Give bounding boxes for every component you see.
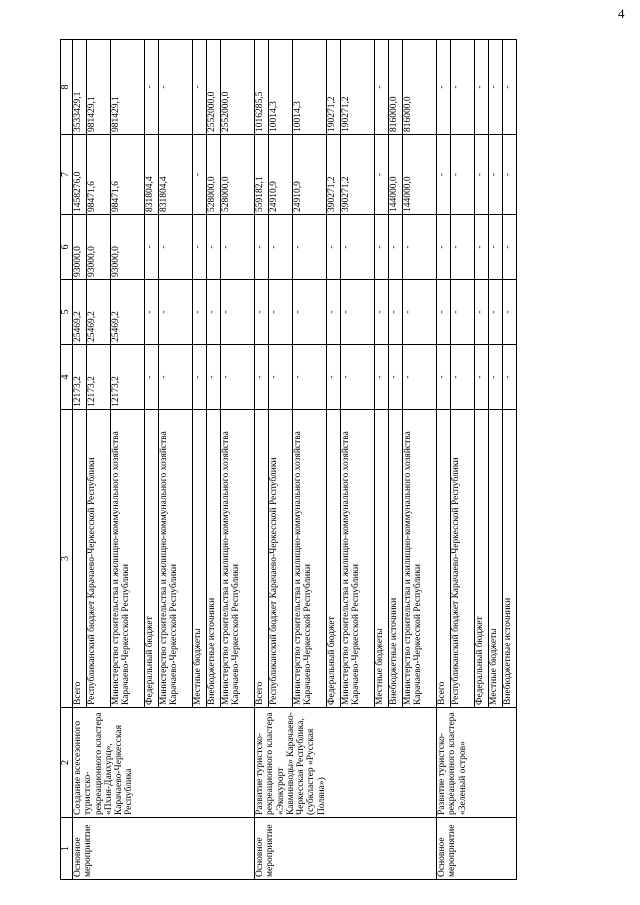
amount-cell: 144000,0 bbox=[403, 135, 437, 215]
amount-cell: 144000,0 bbox=[389, 135, 403, 215]
amount-cell: - bbox=[437, 345, 451, 410]
col-header: 8 bbox=[61, 40, 73, 135]
funding-source: Всего bbox=[255, 410, 269, 708]
amount-cell: - bbox=[269, 215, 293, 280]
amount-cell: 190271,2 bbox=[341, 40, 375, 135]
funding-source: Министерство строительства и жилищно-коммунального хозяйства Карачаево-Черкесской Республики bbox=[403, 410, 437, 708]
amount-cell: - bbox=[503, 280, 517, 345]
funding-source: Федеральный бюджет bbox=[475, 410, 489, 708]
amount-cell: 981429,1 bbox=[111, 40, 145, 135]
amount-cell: 390271,2 bbox=[341, 135, 375, 215]
funding-source: Республиканский бюджет Карачаево-Черкесской Республики bbox=[87, 410, 111, 708]
amount-cell: - bbox=[255, 280, 269, 345]
amount-cell: 2552000,0 bbox=[207, 40, 221, 135]
funding-source: Местные бюджеты bbox=[193, 410, 207, 708]
amount-cell: - bbox=[475, 215, 489, 280]
amount-cell: - bbox=[389, 280, 403, 345]
amount-cell: 831804,4 bbox=[145, 135, 159, 215]
amount-cell: - bbox=[341, 280, 375, 345]
amount-cell: - bbox=[437, 280, 451, 345]
table-row bbox=[255, 40, 269, 880]
amount-cell: 528000,0 bbox=[221, 135, 255, 215]
amount-cell: - bbox=[489, 280, 503, 345]
funding-source: Министерство строительства и жилищно-коммунального хозяйства Карачаево-Черкесской Республики bbox=[293, 410, 327, 708]
amount-cell: 559182,1 bbox=[255, 135, 269, 215]
amount-cell: 12173,2 bbox=[111, 345, 145, 410]
funding-source: Республиканский бюджет Карачаево-Черкесской Республики bbox=[451, 410, 475, 708]
funding-source: Федеральный бюджет bbox=[145, 410, 159, 708]
amount-cell: 831804,4 bbox=[159, 135, 193, 215]
col-header: 2 bbox=[61, 708, 73, 818]
amount-cell: 528000,0 bbox=[207, 135, 221, 215]
amount-cell: 24910,9 bbox=[269, 135, 293, 215]
amount-cell: 12173,2 bbox=[73, 345, 87, 410]
amount-cell: 816000,0 bbox=[403, 40, 437, 135]
amount-cell: - bbox=[503, 135, 517, 215]
amount-cell: - bbox=[145, 280, 159, 345]
amount-cell: 10014,3 bbox=[269, 40, 293, 135]
amount-cell: - bbox=[159, 280, 193, 345]
funding-source: Министерство строительства и жилищно-коммунального хозяйства Карачаево-Черкесской Республики bbox=[341, 410, 375, 708]
amount-cell: - bbox=[475, 135, 489, 215]
col-header: 4 bbox=[61, 345, 73, 410]
table-row bbox=[437, 40, 451, 880]
event-type: Основное мероприятие bbox=[255, 818, 437, 880]
amount-cell: - bbox=[221, 215, 255, 280]
amount-cell: - bbox=[403, 280, 437, 345]
amount-cell: - bbox=[327, 215, 341, 280]
col-header: 7 bbox=[61, 135, 73, 215]
amount-cell: 98471,6 bbox=[111, 135, 145, 215]
amount-cell: - bbox=[341, 345, 375, 410]
amount-cell: - bbox=[475, 345, 489, 410]
amount-cell: - bbox=[145, 345, 159, 410]
amount-cell: 3533429,1 bbox=[73, 40, 87, 135]
table-body bbox=[73, 40, 517, 880]
rotated-table-wrapper bbox=[60, 40, 640, 880]
amount-cell: 25469,2 bbox=[87, 280, 111, 345]
amount-cell: - bbox=[489, 345, 503, 410]
amount-cell: - bbox=[255, 215, 269, 280]
page-number: 4 bbox=[618, 6, 625, 21]
amount-cell: - bbox=[327, 280, 341, 345]
amount-cell: 1458276,0 bbox=[73, 135, 87, 215]
amount-cell: 93000,0 bbox=[73, 215, 87, 280]
amount-cell: - bbox=[437, 40, 451, 135]
funding-source: Местные бюджеты bbox=[375, 410, 389, 708]
funding-source: Местные бюджеты bbox=[489, 410, 503, 708]
amount-cell: - bbox=[375, 215, 389, 280]
amount-cell: 25469,2 bbox=[111, 280, 145, 345]
amount-cell: 25469,2 bbox=[73, 280, 87, 345]
amount-cell: 390271,2 bbox=[327, 135, 341, 215]
col-header: 6 bbox=[61, 215, 73, 280]
amount-cell: - bbox=[207, 345, 221, 410]
amount-cell: - bbox=[293, 280, 327, 345]
amount-cell: 93000,0 bbox=[87, 215, 111, 280]
budget-table bbox=[60, 39, 517, 880]
amount-cell: - bbox=[489, 215, 503, 280]
table-row bbox=[73, 40, 87, 880]
amount-cell: - bbox=[269, 345, 293, 410]
amount-cell: - bbox=[159, 345, 193, 410]
amount-cell: - bbox=[341, 215, 375, 280]
funding-source: Министерство строительства и жилищно-коммунального хозяйства Карачаево-Черкесской Республики bbox=[221, 410, 255, 708]
amount-cell: - bbox=[159, 215, 193, 280]
amount-cell: - bbox=[437, 135, 451, 215]
amount-cell: - bbox=[327, 345, 341, 410]
amount-cell: - bbox=[375, 280, 389, 345]
funding-source: Республиканский бюджет Карачаево-Черкесской Республики bbox=[269, 410, 293, 708]
amount-cell: - bbox=[437, 215, 451, 280]
amount-cell: - bbox=[475, 40, 489, 135]
amount-cell: - bbox=[145, 215, 159, 280]
amount-cell: - bbox=[193, 215, 207, 280]
amount-cell: - bbox=[207, 215, 221, 280]
event-type: Основное мероприятие bbox=[73, 818, 255, 880]
amount-cell: - bbox=[451, 215, 475, 280]
amount-cell: - bbox=[193, 135, 207, 215]
amount-cell: 12173,2 bbox=[87, 345, 111, 410]
amount-cell: - bbox=[145, 40, 159, 135]
amount-cell: - bbox=[403, 215, 437, 280]
amount-cell: - bbox=[293, 345, 327, 410]
amount-cell: - bbox=[403, 345, 437, 410]
amount-cell: - bbox=[489, 135, 503, 215]
amount-cell: 2552000,0 bbox=[221, 40, 255, 135]
amount-cell: - bbox=[159, 40, 193, 135]
amount-cell: - bbox=[503, 345, 517, 410]
amount-cell: 93000,0 bbox=[111, 215, 145, 280]
amount-cell: - bbox=[375, 135, 389, 215]
amount-cell: - bbox=[489, 40, 503, 135]
amount-cell: - bbox=[375, 345, 389, 410]
funding-source: Федеральный бюджет bbox=[327, 410, 341, 708]
event-type: Основное мероприятие bbox=[437, 818, 517, 880]
funding-source: Всего bbox=[437, 410, 451, 708]
amount-cell: - bbox=[293, 215, 327, 280]
amount-cell: - bbox=[193, 40, 207, 135]
amount-cell: - bbox=[451, 40, 475, 135]
event-name: Создание всесезонного туристско-рекреационного кластера «Пхия-Дамхурц», Карачаево-Черкесская Республика bbox=[73, 708, 255, 818]
funding-source: Министерство строительства и жилищно-коммунального хозяйства Карачаево-Черкесской Республики bbox=[111, 410, 145, 708]
amount-cell: - bbox=[269, 280, 293, 345]
amount-cell: 816000,0 bbox=[389, 40, 403, 135]
amount-cell: - bbox=[451, 135, 475, 215]
col-header: 1 bbox=[61, 818, 73, 880]
funding-source: Внебюджетные источники bbox=[207, 410, 221, 708]
amount-cell: - bbox=[503, 215, 517, 280]
amount-cell: - bbox=[255, 345, 269, 410]
col-header: 3 bbox=[61, 410, 73, 708]
funding-source: Внебюджетные источники bbox=[503, 410, 517, 708]
amount-cell: - bbox=[503, 40, 517, 135]
amount-cell: - bbox=[451, 280, 475, 345]
amount-cell: 24910,9 bbox=[293, 135, 327, 215]
amount-cell: - bbox=[221, 280, 255, 345]
event-name: Развитие туристско-рекреационного кластера «Экокурорт Кавминводы» Карачаево-Черкесская Республика, (субкластер «Русская Поляна») bbox=[255, 708, 437, 818]
event-name: Развитие туристско-рекреационного кластера «Зеленый остров» bbox=[437, 708, 517, 818]
amount-cell: - bbox=[193, 345, 207, 410]
amount-cell: - bbox=[207, 280, 221, 345]
funding-source: Внебюджетные источники bbox=[389, 410, 403, 708]
amount-cell: - bbox=[389, 345, 403, 410]
amount-cell: 1016285,5 bbox=[255, 40, 269, 135]
amount-cell: 981429,1 bbox=[87, 40, 111, 135]
amount-cell: 190271,2 bbox=[327, 40, 341, 135]
funding-source: Министерство строительства и жилищно-коммунального хозяйства Карачаево-Черкесской Республики bbox=[159, 410, 193, 708]
amount-cell: - bbox=[221, 345, 255, 410]
amount-cell: 98471,6 bbox=[87, 135, 111, 215]
amount-cell: - bbox=[451, 345, 475, 410]
amount-cell: - bbox=[193, 280, 207, 345]
amount-cell: - bbox=[475, 280, 489, 345]
funding-source: Всего bbox=[73, 410, 87, 708]
amount-cell: - bbox=[375, 40, 389, 135]
column-number-row bbox=[61, 40, 73, 880]
col-header: 5 bbox=[61, 280, 73, 345]
amount-cell: 10014,3 bbox=[293, 40, 327, 135]
amount-cell: - bbox=[389, 215, 403, 280]
